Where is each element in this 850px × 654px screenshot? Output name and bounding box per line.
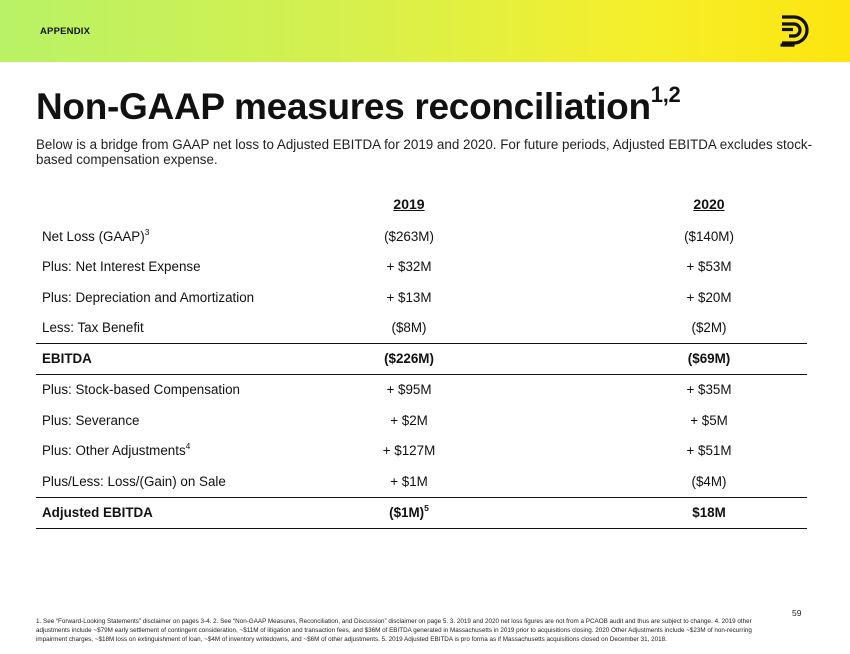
table-row [36, 283, 807, 313]
value-2019: ($263M) [384, 229, 434, 244]
header-banner [0, 0, 850, 62]
page-title [36, 82, 681, 128]
table-row [36, 252, 807, 282]
value-2020: ($4M) [691, 474, 727, 489]
row-label: Less: Tax Benefit [42, 320, 144, 335]
column-header-2019: 2019 [393, 196, 425, 212]
value-2019: + $13M [386, 290, 432, 305]
value-2019: + $2M [390, 413, 428, 428]
value-2019: ($8M) [391, 320, 427, 335]
value-2019: ($226M) [384, 351, 434, 366]
table-row [36, 467, 807, 497]
value-2020: + $35M [686, 382, 732, 397]
value-2019: ($1M)$^5$ [389, 503, 429, 520]
value-2019: + $1M [390, 474, 428, 489]
footnotes: 1. See “Forward-Looking Statements” disclaimer on pages 3-4. 2. See “Non-GAAP Measures, Reconciliation, and Discussion” disclaimer on page 5. 3. 2019 and 2020 net loss figures are not from a PCAOB audit and thus are subject to change. 4. 2019 other adjustments include ~$79M early settlement of contingent consideration, ~$11M of litigation and transaction fees, and $36M of EBITDA generated in Massachusetts in 2019 prior to acquisitions closing. 2020 Other Adjustments include ~$23M of non-recurring impairment charges, ~$18M loss on extinguishment of loan, ~$4M of inventory writedowns, and ~$6M of other adjustments. 5. 2019 Adjusted EBITDA is pro forma as if Massachusetts acquisitions closed on December 31, 2018. [36, 618, 752, 643]
row-label: Adjusted EBITDA [42, 505, 153, 520]
value-2019: + $32M [386, 259, 432, 274]
value-2020: ($140M) [684, 229, 734, 244]
value-2020: + $5M [690, 413, 728, 428]
row-label: EBITDA [42, 351, 92, 366]
value-2019: + $95M [386, 382, 432, 397]
value-2020: + $20M [686, 290, 732, 305]
page-number: 59 [792, 608, 802, 618]
value-2020: ($2M) [691, 320, 727, 335]
row-label: Plus/Less: Loss/(Gain) on Sale [42, 474, 226, 489]
table-row [36, 406, 807, 436]
value-2019: + $127M [382, 443, 436, 458]
parallel-lines-logo-icon [780, 14, 812, 48]
value-2020: + $51M [686, 443, 732, 458]
page-subtitle: Below is a bridge from GAAP net loss to Adjusted EBITDA for 2019 and 2020. For future periods, Adjusted EBITDA excludes stock-based compensation expense. [36, 137, 813, 167]
table-row-adjusted-ebitda [36, 498, 807, 528]
value-2020: + $53M [686, 259, 732, 274]
row-label: Plus: Stock-based Compensation [42, 382, 240, 397]
row-label: Plus: Severance [42, 413, 140, 428]
table-row [36, 375, 807, 405]
table-row [36, 222, 807, 252]
row-label: Plus: Depreciation and Amortization [42, 290, 255, 305]
divider [36, 528, 807, 529]
table-row [36, 436, 807, 466]
row-label: Plus: Other Adjustments$^4$ [42, 441, 191, 458]
page-title-text: Non-GAAP measures reconciliation [36, 86, 651, 127]
title-superscript: 1,2 [650, 82, 681, 107]
table-row-ebitda [36, 344, 807, 374]
row-label: Plus: Net Interest Expense [42, 259, 201, 274]
value-2020: $18M [692, 505, 726, 520]
value-2020: ($69M) [687, 351, 731, 366]
table-row [36, 313, 807, 343]
row-label: Net Loss (GAAP)$^3$ [42, 227, 150, 244]
section-label: APPENDIX [40, 26, 91, 37]
column-header-2020: 2020 [693, 196, 725, 212]
